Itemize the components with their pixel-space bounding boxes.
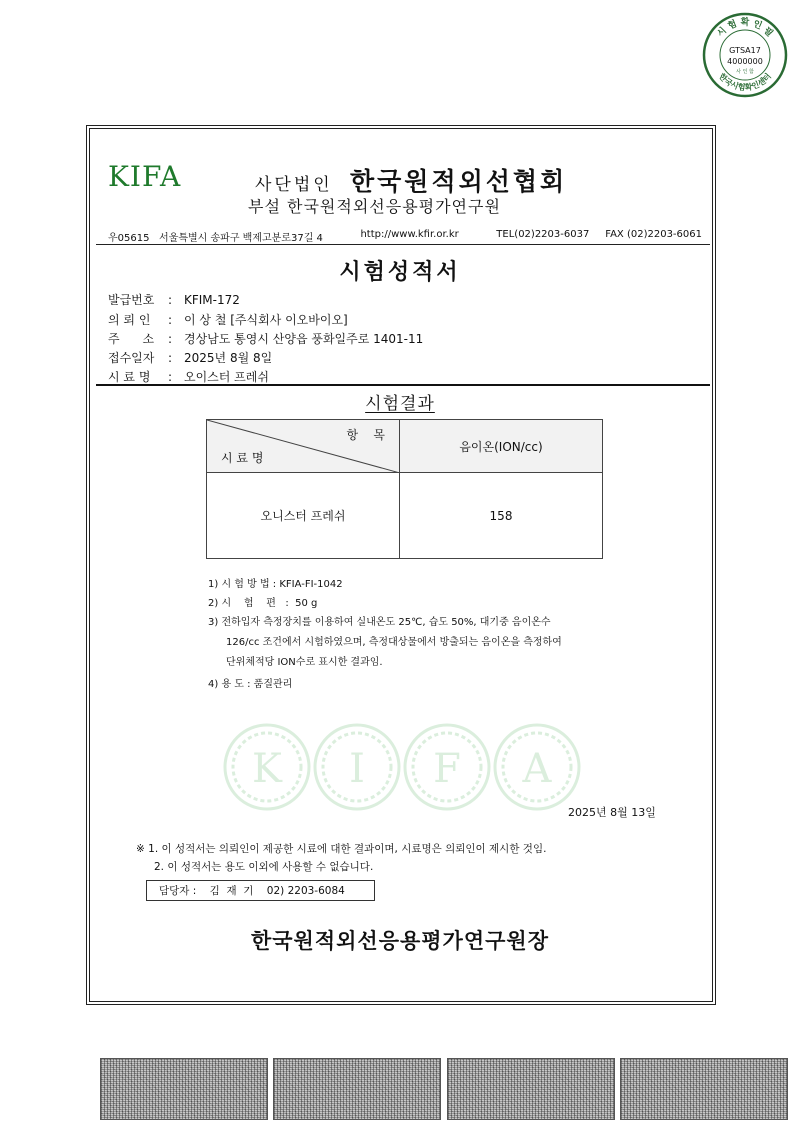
info-divider bbox=[96, 384, 710, 386]
stamp-code-1: GTSA17 bbox=[729, 46, 761, 55]
watermark-letter-i: I bbox=[349, 746, 365, 792]
issue-date: 2025년 8월 13일 bbox=[568, 806, 656, 819]
note-measurement-2: 126/cc 조건에서 시험하였으며, 측정대상물에서 방출되는 음이온을 측정하여 bbox=[226, 637, 562, 648]
info-separator: : bbox=[168, 332, 173, 346]
org-prefix: 사단법인 bbox=[255, 175, 333, 195]
results-title-text: 시험결과 bbox=[365, 394, 435, 414]
phone-fax bbox=[496, 229, 702, 244]
stamp-top-text: 시 험 확 인 필 bbox=[715, 18, 775, 40]
security-strip bbox=[273, 1058, 441, 1120]
contact-text: 담당자 : 김 재 기 02) 2203-6084 bbox=[159, 885, 345, 897]
result-value: 158 bbox=[489, 508, 513, 523]
header-item-label: 항 목 bbox=[346, 428, 385, 442]
info-row-client bbox=[108, 311, 348, 328]
note-specimen: 2) 시 험 편 : 50 g bbox=[208, 598, 318, 609]
info-label: 주 소 bbox=[108, 332, 155, 346]
inspection-stamp bbox=[702, 12, 788, 98]
info-label: 의 뢰 인 bbox=[108, 313, 151, 327]
info-separator: : bbox=[168, 313, 173, 327]
note-measurement-1: 3) 전하입자 측정장치를 이용하여 실내온도 25℃, 습도 50%, 대기중 음이온수 bbox=[208, 617, 551, 628]
postal-code: 우05615 bbox=[108, 233, 150, 244]
note-purpose: 4) 용 도 : 품질관리 bbox=[208, 679, 293, 690]
address-line bbox=[108, 229, 702, 244]
footnote-marker: ※ bbox=[136, 843, 145, 855]
org-name: 한국원적외선협회 bbox=[350, 167, 568, 196]
sub-organization: 부설 한국원적외선응용평가연구원 bbox=[248, 197, 501, 216]
watermark-letter-f: F bbox=[433, 746, 461, 792]
info-label: 접수일자 bbox=[108, 351, 155, 365]
stamp-code-2: 4000000 bbox=[727, 57, 763, 66]
security-strip bbox=[447, 1058, 615, 1120]
footnote-1 bbox=[136, 841, 546, 856]
address-text bbox=[108, 229, 323, 244]
fax: FAX (02)2203-6061 bbox=[605, 229, 702, 240]
info-value: 오이스터 프레쉬 bbox=[184, 370, 269, 384]
watermark-letter-a: A bbox=[522, 746, 552, 792]
table-header-diagonal-cell bbox=[207, 420, 400, 473]
website: http://www.kfir.or.kr bbox=[360, 229, 459, 240]
results-table bbox=[206, 419, 603, 559]
info-separator: : bbox=[168, 351, 173, 365]
street-address: 서울특별시 송파구 백제고분로37길 4 bbox=[159, 233, 323, 244]
info-separator: : bbox=[168, 293, 173, 307]
info-label: 발급번호 bbox=[108, 293, 155, 307]
footnote-1-text: 1. 이 성적서는 의뢰인이 제공한 시료에 대한 결과이며, 시료명은 의뢰인이 제시한 것임. bbox=[148, 843, 547, 855]
info-row-sample-name bbox=[108, 368, 269, 385]
sample-name-cell bbox=[207, 473, 400, 558]
note-test-method: 1) 시 험 방 법 : KFIA-FI-1042 bbox=[208, 579, 343, 590]
footnote-2: 2. 이 성적서는 용도 이외에 사용할 수 없습니다. bbox=[154, 861, 374, 873]
sample-name: 오니스터 프레쉬 bbox=[260, 509, 346, 523]
result-value-cell bbox=[400, 473, 602, 558]
kifa-watermark bbox=[222, 712, 582, 822]
info-row-address bbox=[108, 330, 423, 347]
document-title: 시험성적서 bbox=[339, 260, 461, 285]
results-title bbox=[0, 389, 800, 414]
telephone: TEL(02)2203-6037 bbox=[496, 229, 590, 240]
info-value: 2025년 8월 8일 bbox=[184, 351, 273, 365]
info-separator: : bbox=[168, 370, 173, 384]
contact-box bbox=[146, 880, 375, 901]
security-pattern-strips bbox=[100, 1058, 788, 1122]
note-measurement-3: 단위체적당 ION수로 표시한 결과임. bbox=[226, 657, 383, 668]
security-strip bbox=[100, 1058, 268, 1120]
stamp-small-text: 사 인 함 bbox=[736, 69, 754, 75]
header-sample-label: 시 료 명 bbox=[221, 451, 264, 465]
watermark-letter-k: K bbox=[252, 746, 282, 792]
director-title: 한국원적외선응용평가연구원장 bbox=[250, 929, 549, 953]
info-value: 경상남도 통영시 산양읍 풍화일주로 1401-11 bbox=[184, 332, 424, 346]
info-row-issue-number bbox=[108, 291, 240, 308]
header-value-cell bbox=[400, 420, 602, 473]
stamp-bottom-text: 한국시험확인센터 bbox=[716, 71, 774, 93]
info-value: KFIM-172 bbox=[184, 293, 240, 307]
header-value-label: 음이온(ION/cc) bbox=[459, 439, 543, 454]
security-strip bbox=[620, 1058, 788, 1120]
info-label: 시 료 명 bbox=[108, 370, 151, 384]
kifa-logo: KIFA bbox=[108, 160, 182, 193]
header-divider bbox=[96, 244, 710, 245]
info-value: 이 상 철 [주식회사 이오바이오] bbox=[184, 313, 348, 327]
info-row-received-date bbox=[108, 349, 272, 366]
